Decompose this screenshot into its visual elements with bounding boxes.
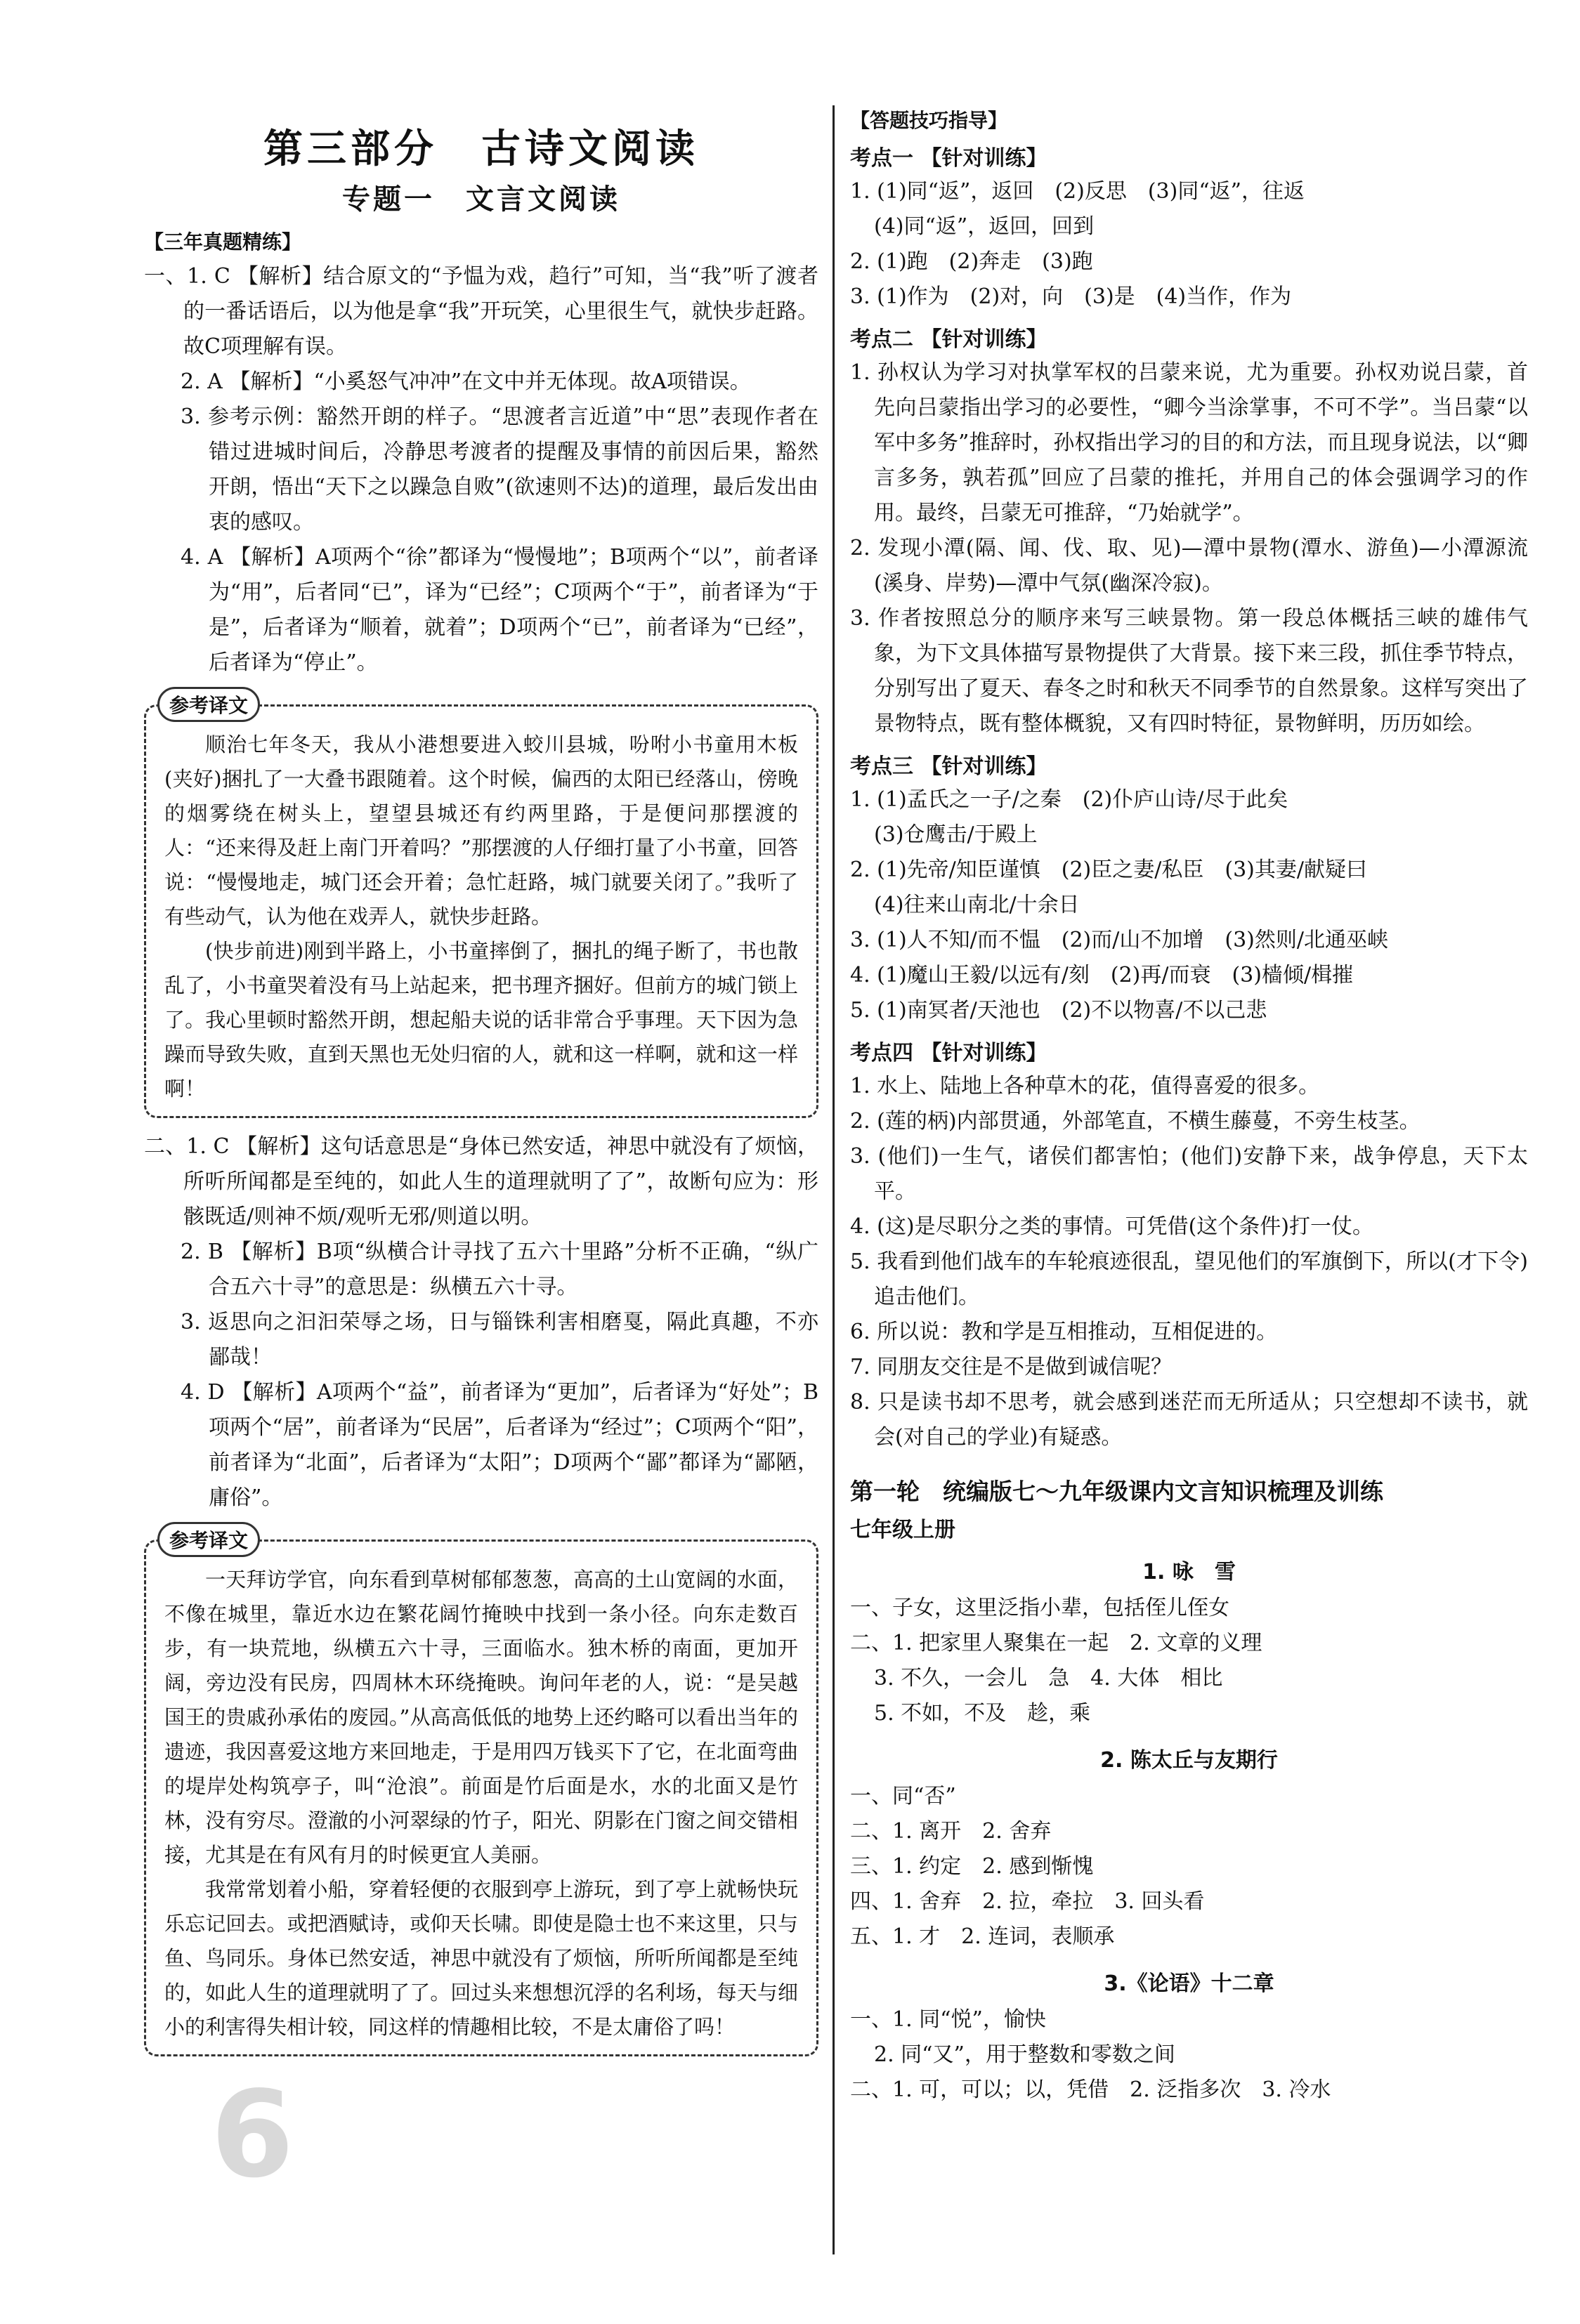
lesson-2-item: 二、1. 离开 2. 舍弃 bbox=[850, 1819, 1052, 1844]
kaodian-3-item: 3. (1)人不知/而不愠 (2)而/山不加增 (3)然则/北通巫峡 bbox=[850, 928, 1388, 952]
lesson-1-item: 5. 不如，不及 趁，乘 bbox=[874, 1701, 1091, 1726]
kaodian-3-heading: 考点三 【针对训练】 bbox=[850, 754, 1047, 779]
answer-1-3: 3. 参考示例：豁然开朗的样子。“思渡者言近道”中“思”表现作者在错过进城时间后，冷静思考渡者的提醒及事情的前因后果，豁然开朗，悟出“天下之以躁急自败”(欲速则不达)的道理，最后发出由衷的感叹。 bbox=[181, 405, 818, 534]
translation-label: 参考译文 bbox=[157, 1522, 260, 1557]
lesson-1-item: 一、子女，这里泛指小辈，包括侄儿侄女 bbox=[850, 1596, 1229, 1620]
left-column bbox=[144, 105, 818, 2068]
lesson-3-item: 二、1. 可，可以；以，凭借 2. 泛指多次 3. 冷水 bbox=[850, 2077, 1331, 2102]
answer-2-4: 4. D 【解析】A项两个“益”，前者译为“更加”，后者译为“好处”；B项两个“居”，前者译为“民居”，后者译为“经过”；C项两个“阳”，前者译为“北面”，后者译为“太阳”；D项两个“鄙”都译为“鄙陋，庸俗”。 bbox=[181, 1380, 818, 1510]
answer-1-4: 4. A 【解析】A项两个“徐”都译为“慢慢地”；B项两个“以”，前者译为“用”，后者同“已”，译为“已经”；C项两个“于”，前者译为“于是”，后者译为“顺着，就着”；D项两个“已”，前者译为“已经”，后者译为“停止”。 bbox=[181, 545, 818, 675]
lesson-1-item: 二、1. 把家里人聚集在一起 2. 文章的义理 bbox=[850, 1631, 1262, 1655]
translation-box-1 bbox=[144, 694, 818, 1118]
lesson-1-title: 1. 咏 雪 bbox=[1142, 1560, 1236, 1584]
right-column bbox=[850, 105, 1528, 2108]
lesson-2-item: 一、同“否” bbox=[850, 1784, 956, 1808]
lesson-3-item: 一、1. 同“悦”，愉快 bbox=[850, 2007, 1046, 2032]
kaodian-4-item: 7. 同朋友交往是不是做到诚信呢？ bbox=[850, 1355, 1173, 1379]
kaodian-1-heading: 考点一 【针对训练】 bbox=[850, 146, 1047, 171]
answer-1-2: 2. A 【解析】“小奚怒气冲冲”在文中并无体现。故A项错误。 bbox=[181, 369, 751, 394]
kaodian-4-item: 3. (他们)一生气，诸侯们都害怕；(他们)安静下来，战争停息，天下太平。 bbox=[850, 1144, 1528, 1204]
section-tag-skills: 【答题技巧指导】 bbox=[850, 109, 1008, 132]
grade-heading: 七年级上册 bbox=[850, 1518, 955, 1542]
column-divider bbox=[833, 105, 835, 2254]
kaodian-3-item: 4. (1)魔山王毅/以远有/刻 (2)再/而衰 (3)樯倾/楫摧 bbox=[850, 963, 1354, 987]
kaodian-1-item: (4)同“返”，返回，回到 bbox=[874, 214, 1095, 239]
kaodian-3-item: (3)仓鹰击/于殿上 bbox=[874, 822, 1038, 847]
translation-2-para-2: 我常常划着小船，穿着轻便的衣服到亭上游玩，到了亭上就畅快玩乐忘记回去。或把酒赋诗，或仰天长啸。即使是隐士也不来这里，只与鱼、鸟同乐。身体已然安适，神思中就没有了烦恼，所听所闻都是至纯的，如此人生的道理就明了了。回过头来想想沉浮的名利场，每天与细小的利害得失相计较，同这样的情趣相比较，不是太庸俗了吗！ bbox=[164, 1877, 798, 2039]
translation-label: 参考译文 bbox=[157, 687, 260, 722]
answer-1-1: 一、1. C 【解析】结合原文的“予愠为戏，趋行”可知，当“我”听了渡者的一番话语后，以为他是拿“我”开玩笑，心里很生气，就快步赶路。故C项理解有误。 bbox=[144, 264, 818, 359]
translation-box-2 bbox=[144, 1529, 818, 2056]
answer-2-3: 3. 返思向之汩汩荣辱之场，日与锱铢利害相磨戛，隔此真趣，不亦鄙哉！ bbox=[181, 1310, 818, 1370]
kaodian-2-item: 1. 孙权认为学习对执掌军权的吕蒙来说，尤为重要。孙权劝说吕蒙，首先向吕蒙指出学习的必要性，“卿今当涂掌事，不可不学”。当吕蒙“以军中多务”推辞时，孙权指出学习的目的和方法，而且现身说法，以“卿言多务，孰若孤”回应了吕蒙的推托，并用自己的体会强调学习的作用。最终，吕蒙无可推辞，“乃始就学”。 bbox=[850, 360, 1528, 525]
kaodian-3-item: 2. (1)先帝/知臣谨慎 (2)臣之妻/私臣 (3)其妻/献疑曰 bbox=[850, 858, 1367, 882]
kaodian-3-item: 5. (1)南冥者/天池也 (2)不以物喜/不以己悲 bbox=[850, 998, 1267, 1023]
kaodian-4-item: 1. 水上、陆地上各种草木的花，值得喜爱的很多。 bbox=[850, 1074, 1320, 1098]
translation-2-para-1: 一天拜访学官，向东看到草树郁郁葱葱，高高的土山宽阔的水面，不像在城里，靠近水边在繁花阔竹掩映中找到一条小径。向东走数百步，有一块荒地，纵横五六十寻，三面临水。独木桥的南面，更加开阔，旁边没有民房，四周林木环绕掩映。询问年老的人，说：“是吴越国王的贵戚孙承佑的废园。”从高高低低的地势上还约略可以看出当年的遗迹，我因喜爱这地方来回地走，于是用四万钱买下了它，在北面弯曲的堤岸处构筑亭子，叫“沧浪”。前面是竹后面是水，水的北面又是竹林，没有穷尽。澄澈的小河翠绿的竹子，阳光、阴影在门窗之间交错相接，尤其是在有风有月的时候更宜人美丽。 bbox=[164, 1568, 798, 1867]
translation-1-para-2: (快步前进)刚到半路上，小书童摔倒了，捆扎的绳子断了，书也散乱了，小书童哭着没有马上站起来，把书理齐捆好。但前方的城门锁上了。我心里顿时豁然开朗，想起船夫说的话非常合乎事理。天下因为急躁而导致失败，直到天黑也无处归宿的人，就和这一样啊，就和这一样啊！ bbox=[164, 939, 798, 1101]
answer-2-1: 二、1. C 【解析】这句话意思是“身体已然安适，神思中就没有了烦恼，所听所闻都是至纯的，如此人生的道理就明了了”，故断句应为：形骸既适/则神不烦/观听无邪/则道以明。 bbox=[144, 1134, 818, 1229]
kaodian-4-item: 2. (莲的柄)内部贯通，外部笔直，不横生藤蔓，不旁生枝茎。 bbox=[850, 1109, 1421, 1134]
kaodian-2-item: 3. 作者按照总分的顺序来写三峡景物。第一段总体概括三峡的雄伟气象，为下文具体描写景物提供了大背景。接下来三段，抓住季节特点，分别写出了夏天、春冬之时和秋天不同季节的自然景象。这样写突出了景物特点，既有整体概貌，又有四时特征，景物鲜明，历历如绘。 bbox=[850, 606, 1528, 736]
kaodian-4-item: 8. 只是读书却不思考，就会感到迷茫而无所适从；只空想却不读书，就会(对自己的学业)有疑惑。 bbox=[850, 1390, 1528, 1450]
kaodian-1-item: 1. (1)同“返”，返回 (2)反思 (3)同“返”，往返 bbox=[850, 179, 1305, 204]
lesson-2-item: 三、1. 约定 2. 感到惭愧 bbox=[850, 1854, 1094, 1879]
lesson-3-title: 3.《论语》十二章 bbox=[1104, 1971, 1274, 1996]
kaodian-2-item: 2. 发现小潭(隔、闻、伐、取、见)—潭中景物(潭水、游鱼)—小潭源流(溪身、岸势)—潭中气氛(幽深冷寂)。 bbox=[850, 536, 1528, 596]
lesson-2-item: 五、1. 才 2. 连词，表顺承 bbox=[850, 1924, 1115, 1949]
round-heading: 第一轮 统编版七～九年级课内文言知识梳理及训练 bbox=[850, 1478, 1383, 1505]
lesson-2-item: 四、1. 舍弃 2. 拉，牵拉 3. 回头看 bbox=[850, 1889, 1205, 1914]
kaodian-2-heading: 考点二 【针对训练】 bbox=[850, 327, 1047, 352]
answer-2-2: 2. B 【解析】B项“纵横合计寻找了五六十里路”分析不正确，“纵广合五六十寻”的意思是：纵横五六十寻。 bbox=[181, 1240, 818, 1299]
kaodian-3-item: (4)往来山南北/十余日 bbox=[874, 893, 1080, 917]
lesson-1-item: 3. 不久，一会儿 急 4. 大体 相比 bbox=[874, 1666, 1223, 1691]
kaodian-1-item: 3. (1)作为 (2)对，向 (3)是 (4)当作，作为 bbox=[850, 284, 1292, 309]
kaodian-4-item: 4. (这)是尽职分之类的事情。可凭借(这个条件)打一仗。 bbox=[850, 1214, 1373, 1239]
topic-title: 专题一 文言文阅读 bbox=[342, 183, 620, 216]
kaodian-4-heading: 考点四 【针对训练】 bbox=[850, 1041, 1047, 1065]
lesson-2-title: 2. 陈太丘与友期行 bbox=[1100, 1748, 1278, 1773]
kaodian-4-item: 5. 我看到他们战车的车轮痕迹很乱，望见他们的军旗倒下，所以(才下令)追击他们。 bbox=[850, 1249, 1528, 1309]
kaodian-1-item: 2. (1)跑 (2)奔走 (3)跑 bbox=[850, 249, 1093, 274]
translation-1-para-1: 顺治七年冬天，我从小港想要进入蛟川县城，吩咐小书童用木板(夹好)捆扎了一大叠书跟随着。这个时候，偏西的太阳已经落山，傍晚的烟雾绕在树头上，望望县城还有约两里路，于是便问那摆渡的人：“还来得及赶上南门开着吗？”那摆渡的人仔细打量了小书童，回答说：“慢慢地走，城门还会开着；急忙赶路，城门就要关闭了。”我听了有些动气，认为他在戏弄人，就快步赶路。 bbox=[164, 733, 798, 928]
section-tag-real-exams: 【三年真题精练】 bbox=[144, 230, 302, 254]
part-title: 第三部分 古诗文阅读 bbox=[263, 126, 699, 172]
kaodian-3-item: 1. (1)孟氏之一子/之秦 (2)仆庐山诗/尽于此矣 bbox=[850, 787, 1288, 812]
lesson-3-item: 2. 同“又”，用于整数和零数之间 bbox=[874, 2042, 1175, 2067]
kaodian-4-item: 6. 所以说：教和学是互相推动，互相促进的。 bbox=[850, 1320, 1278, 1344]
page-number: 6 bbox=[211, 2066, 294, 2205]
